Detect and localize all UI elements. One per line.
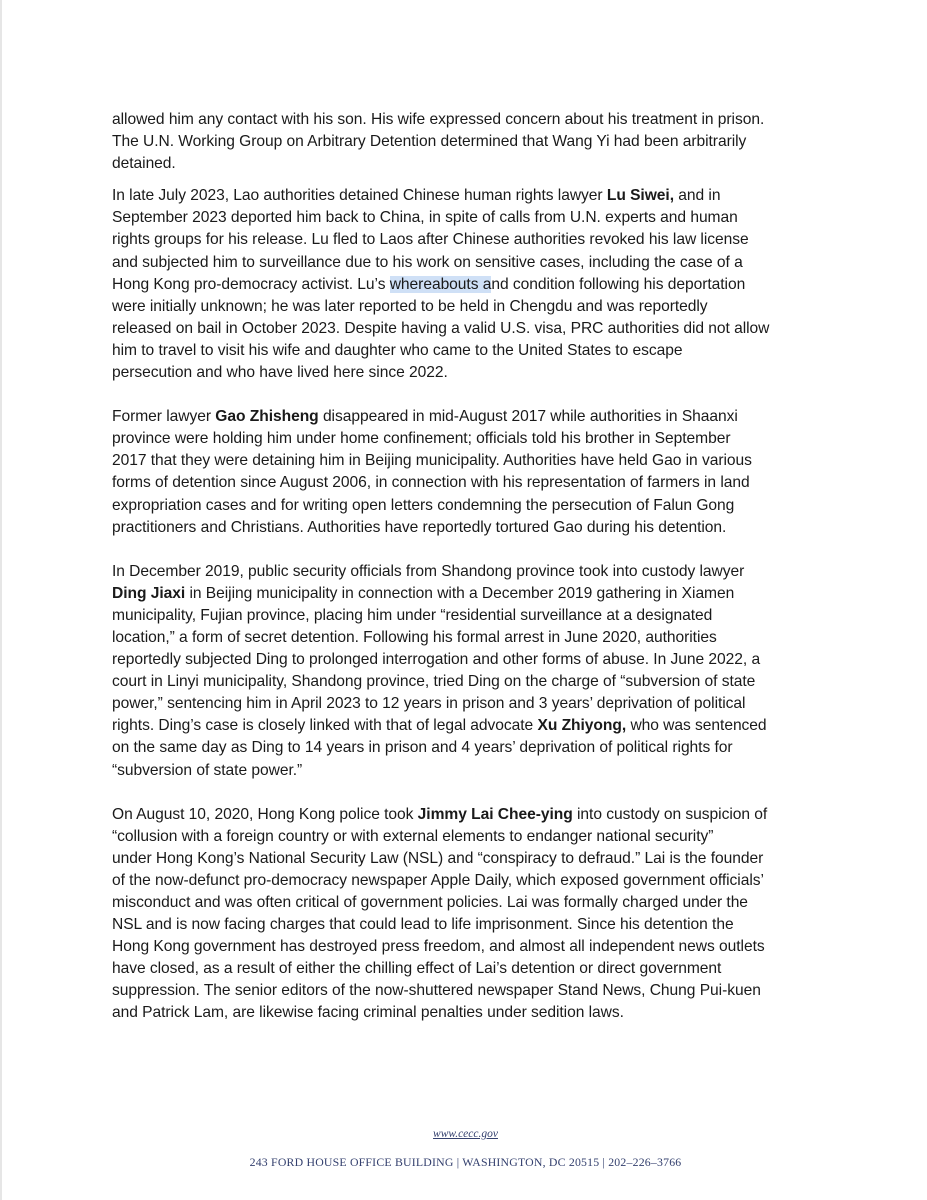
text-segment: “collusion with a foreign country or with external elements to endanger national security”: [112, 827, 714, 845]
text-line: [112, 229, 820, 251]
text-line: [112, 892, 820, 914]
text-segment: who was sentenced: [626, 717, 767, 735]
text-segment: and in: [673, 187, 721, 205]
text-line: [112, 131, 820, 153]
text-segment: nd condition following his deportation: [491, 275, 746, 293]
bold-name: Ding Jiaxi: [112, 584, 186, 602]
text-segment: rights. Ding’s case is closely linked with that of legal advocate: [112, 717, 538, 735]
text-line: [112, 495, 820, 517]
text-line: [112, 340, 820, 362]
text-line: [112, 252, 820, 274]
text-segment: detained.: [112, 155, 176, 173]
text-line: [112, 296, 820, 318]
text-line: [112, 517, 820, 539]
text-segment: have closed, as a result of either the chilling effect of Lai’s detention or direct government: [112, 960, 722, 978]
text-line: [112, 605, 820, 627]
text-segment: rights groups for his release. Lu fled to Laos after Chinese authorities revoked his law license: [112, 231, 749, 249]
text-segment: allowed him any contact with his son. His wife expressed concern about his treatment in prison.: [112, 111, 765, 128]
document-body: [112, 109, 820, 1025]
text-segment: In late July 2023, Lao authorities detained Chinese human rights lawyer: [112, 187, 607, 205]
text-segment: Hong Kong pro-democracy activist. Lu’s: [112, 275, 390, 293]
text-segment: 2017 that they were detaining him in Beijing municipality. Authorities have held Gao in various: [112, 452, 752, 470]
text-line: [112, 627, 820, 649]
text-segment: reportedly subjected Ding to prolonged interrogation and other forms of abuse. In June 2022, a: [112, 651, 761, 669]
footer-address: 243 FORD HOUSE OFFICE BUILDING | WASHINGTON, DC 20515 | 202–226–3766: [249, 1155, 682, 1169]
text-line: [112, 362, 820, 384]
text-segment: power,” sentencing him in April 2023 to 12 years in prison and 3 years’ deprivation of political: [112, 695, 746, 713]
text-line: [112, 583, 820, 605]
text-segment: Hong Kong government has destroyed press freedom, and almost all independent news outlets: [112, 938, 765, 956]
text-line: [112, 760, 820, 782]
text-segment: The U.N. Working Group on Arbitrary Detention determined that Wang Yi had been arbitrarily: [112, 133, 747, 151]
text-segment: persecution and who have lived here since 2022.: [112, 364, 448, 382]
paragraph: [112, 406, 820, 539]
paragraph: [112, 804, 820, 1025]
text-segment: misconduct and was often critical of government policies. Lai was formally charged under the: [112, 894, 748, 911]
text-line: [112, 671, 820, 693]
text-line: [112, 207, 820, 229]
text-line: [112, 870, 820, 892]
text-line: [112, 649, 820, 671]
text-segment: municipality, Fujian province, placing him under “residential surveillance at a designated: [112, 606, 713, 624]
bold-name: Lu Siwei,: [606, 187, 674, 205]
text-segment: location,” a form of secret detention. Following his formal arrest in June 2020, authorities: [112, 628, 717, 646]
text-line: [112, 980, 820, 1002]
text-line: [112, 153, 820, 175]
text-segment: into custody on suspicion of: [572, 805, 768, 823]
text-segment: disappeared in mid-August 2017 while authorities in Shaanxi: [318, 408, 738, 426]
text-line: [112, 109, 820, 131]
text-segment: him to travel to visit his wife and daughter who came to the United States to escape: [112, 341, 683, 359]
text-segment: were initially unknown; he was later reported to be held in Chengdu and was reportedly: [112, 297, 708, 315]
text-line: [112, 472, 820, 494]
text-segment: practitioners and Christians. Authorities have reportedly tortured Gao during his detention.: [112, 518, 727, 536]
text-line: [112, 428, 820, 450]
text-segment: “subversion of state power.”: [112, 761, 303, 779]
text-segment: NSL and is now facing charges that could lead to life imprisonment. Since his detention the: [112, 916, 734, 934]
paragraph: [112, 109, 820, 175]
text-line: [112, 274, 820, 296]
text-segment: suppression. The senior editors of the now-shuttered newspaper Stand News, Chung Pui-kuen: [112, 982, 761, 1000]
footer-website-link[interactable]: www.cecc.gov: [433, 1128, 498, 1140]
text-line: [112, 936, 820, 958]
text-line: [112, 848, 820, 870]
text-line: [112, 715, 820, 737]
text-line: [112, 914, 820, 936]
text-line: [112, 185, 820, 207]
text-line: [112, 737, 820, 759]
text-segment: in Beijing municipality in connection with a December 2019 gathering in Xiamen: [185, 584, 735, 602]
text-line: [112, 804, 820, 826]
bold-name: Gao Zhisheng: [215, 408, 319, 426]
text-line: [112, 450, 820, 472]
text-segment: of the now-defunct pro-democracy newspaper Apple Daily, which exposed government officials’: [112, 871, 764, 889]
text-line: [112, 561, 820, 583]
paragraph: [112, 185, 820, 384]
text-segment: expropriation cases and for writing open letters condemning the persecution of Falun Gong: [112, 496, 735, 514]
text-line: [112, 1002, 820, 1024]
text-segment: forms of detention since August 2006, in connection with his representation of farmers in land: [112, 474, 750, 492]
bold-name: Jimmy Lai Chee-ying: [417, 805, 573, 823]
text-line: [112, 318, 820, 340]
text-segment: Former lawyer: [112, 408, 216, 426]
text-segment: September 2023 deported him back to China, in spite of calls from U.N. experts and human: [112, 209, 738, 227]
text-line: [112, 958, 820, 980]
text-segment: released on bail in October 2023. Despite having a valid U.S. visa, PRC authorities did not allow: [112, 319, 770, 337]
bold-name: Xu Zhiyong,: [537, 717, 627, 735]
text-segment: On August 10, 2020, Hong Kong police took: [112, 805, 418, 823]
text-segment: In December 2019, public security officials from Shandong province took into custody lawyer: [112, 562, 745, 580]
text-line: [112, 826, 820, 848]
text-line: [112, 693, 820, 715]
text-segment: and subjected him to surveillance due to his work on sensitive cases, including the case of a: [112, 253, 743, 271]
text-segment: on the same day as Ding to 14 years in prison and 4 years’ deprivation of political rights for: [112, 739, 733, 757]
paragraph: [112, 561, 820, 782]
text-line: [112, 406, 820, 428]
text-segment: under Hong Kong’s National Security Law (NSL) and “conspiracy to defraud.” Lai is the founder: [112, 849, 764, 867]
text-selection-highlight: whereabouts a: [389, 275, 492, 293]
text-segment: and Patrick Lam, are likewise facing criminal penalties under sedition laws.: [112, 1004, 624, 1022]
text-segment: province were holding him under home confinement; officials told his brother in September: [112, 430, 731, 448]
text-segment: court in Linyi municipality, Shandong province, tried Ding on the charge of “subversion of state: [112, 673, 756, 691]
